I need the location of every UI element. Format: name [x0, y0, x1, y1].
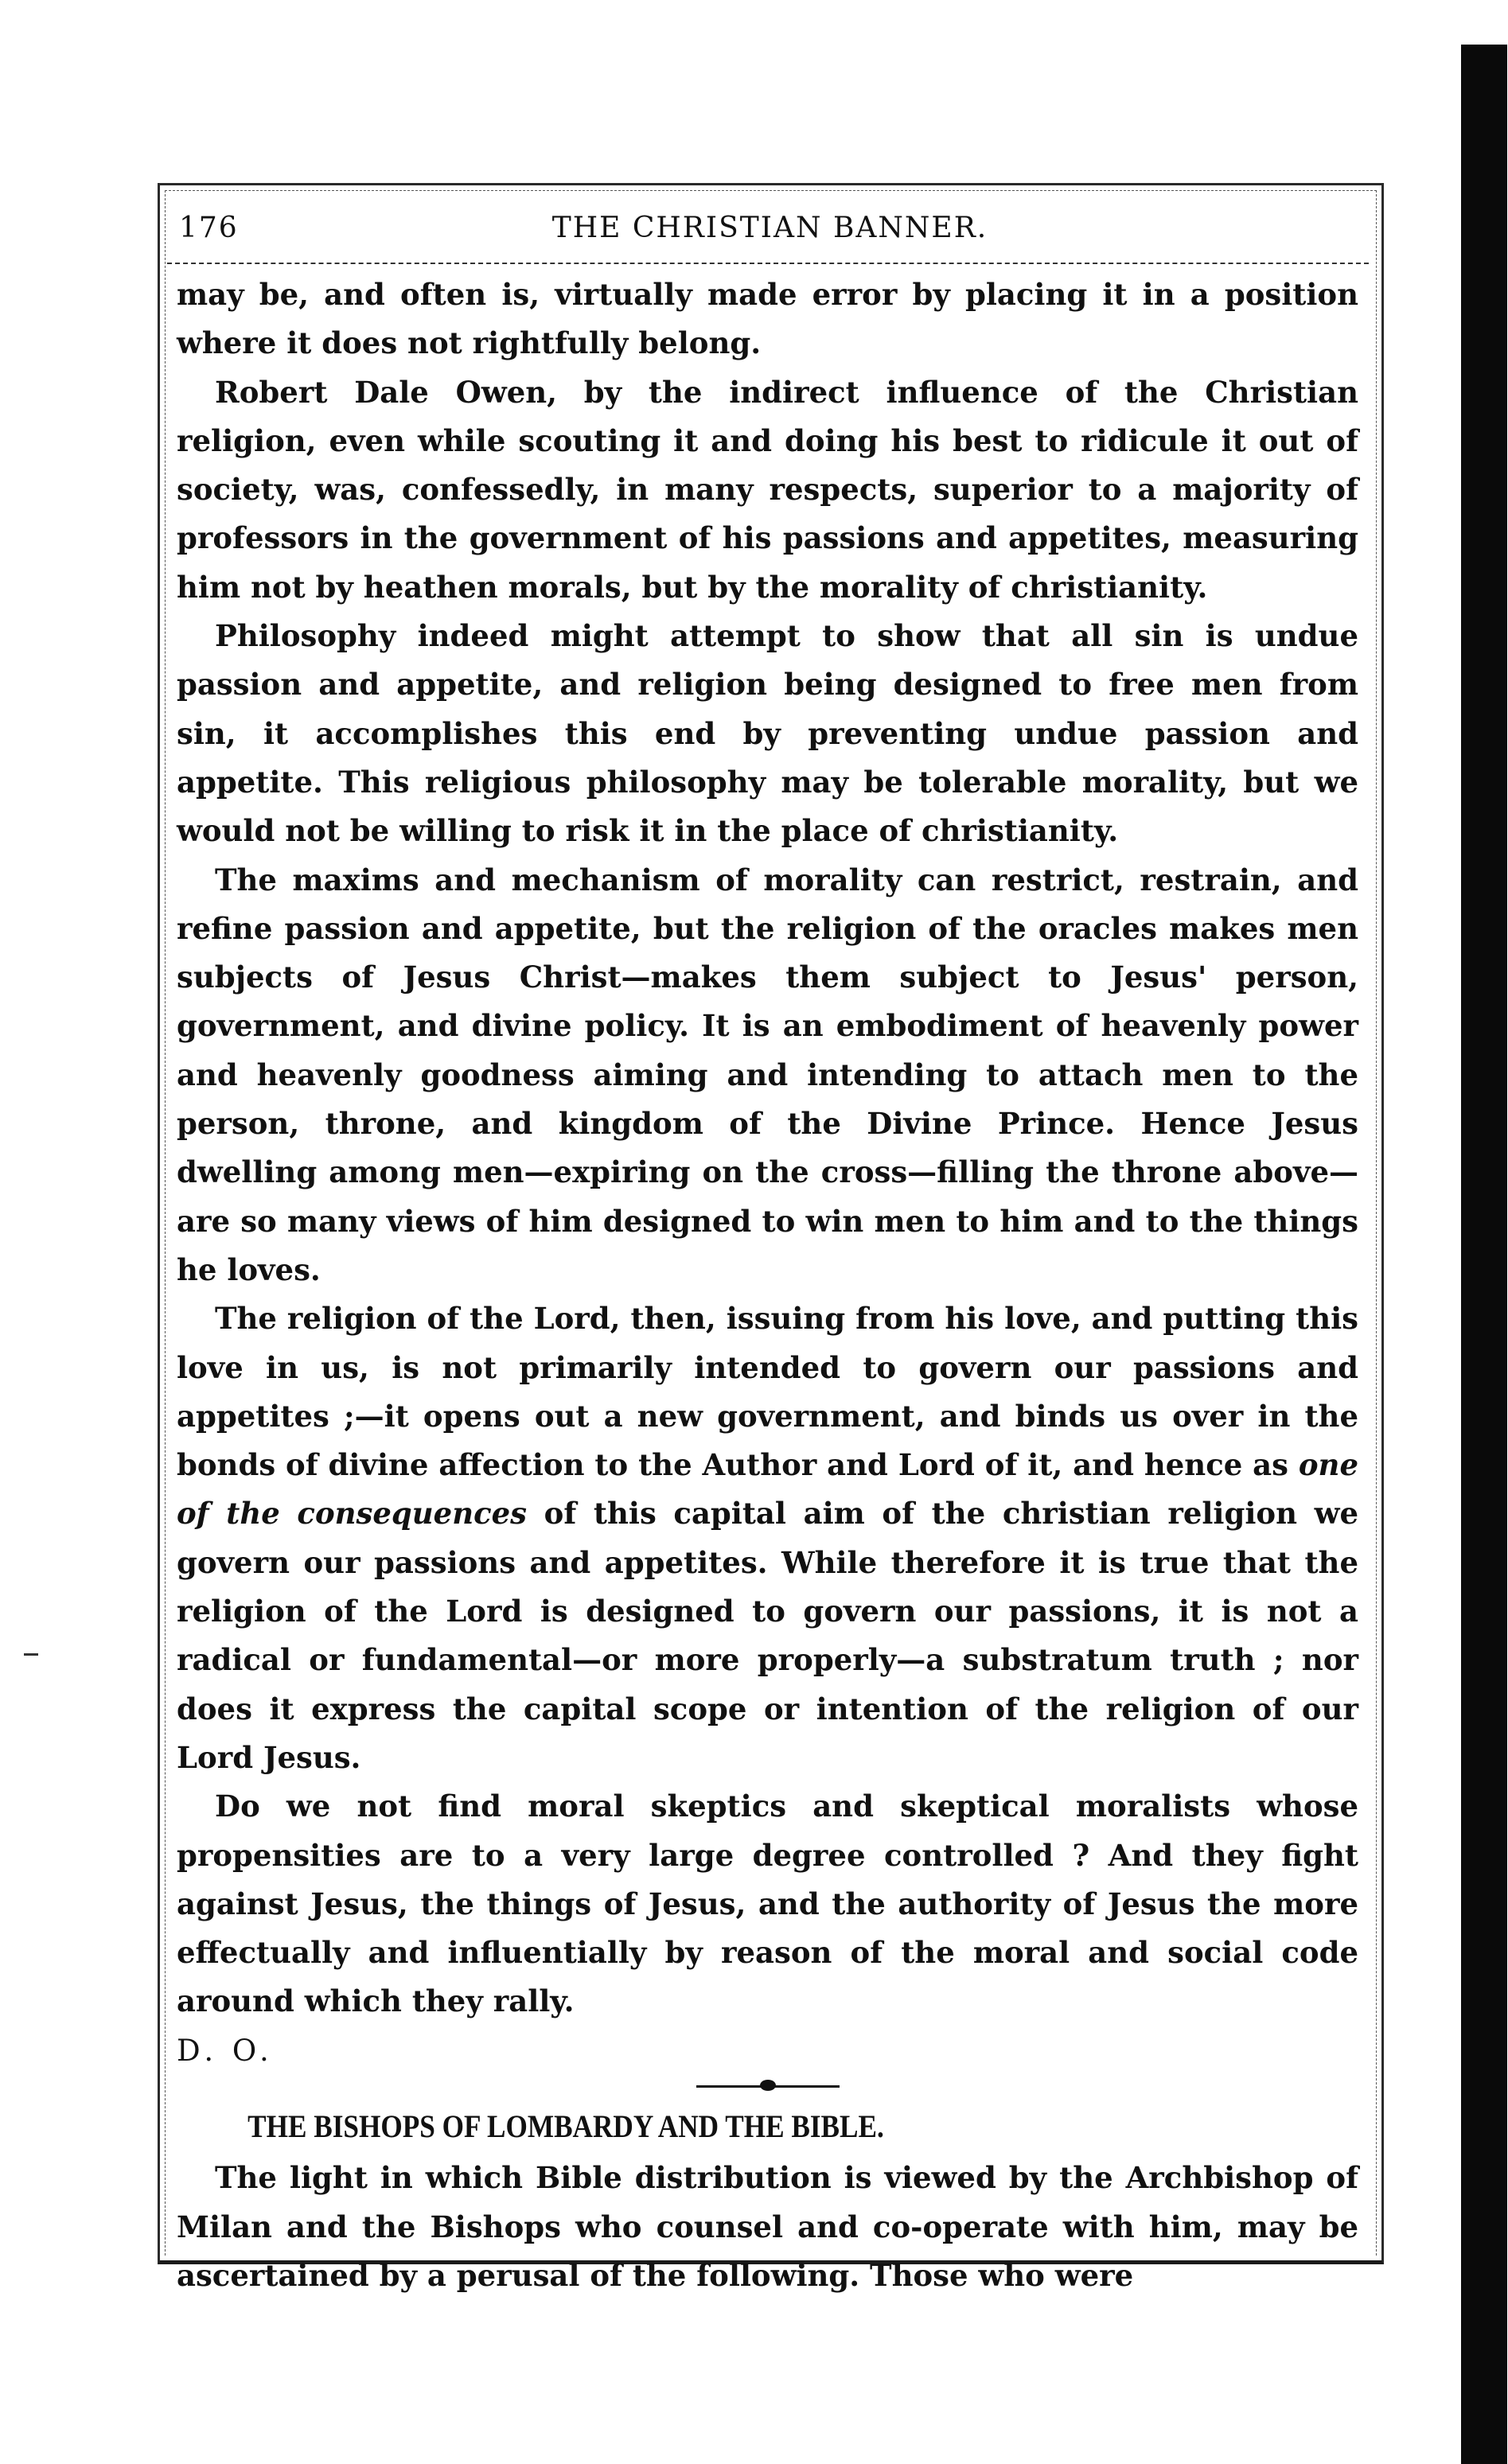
running-head — [171, 208, 1369, 248]
paragraph-owen: Robert Dale Owen, by the indirect influence of the Christian religion, even while scouting it and doing his best to ridicule it out of society, was, confessedly, in many respects, superior to a majority of professors in the government of his passions and appetites, measuring him not by heathen morals, but by the morality of christianity. — [177, 374, 1358, 605]
journal-title: THE CHRISTIAN BANNER. — [551, 212, 988, 244]
header-rule — [167, 263, 1369, 264]
paragraph-religion-text-b: of this capital aim of the christian religion we govern our passions and appetites. While therefore it is true that the religion of the Lord is designed to govern our passions, it is not a radical or fundamental—or more properly—a substratum truth ; nor does it express the capital scope or intention of the religion of our Lord Jesus. — [177, 1496, 1359, 1775]
paragraph-religion-of-lord — [177, 1294, 1358, 1782]
margin-mark — [24, 1653, 38, 1656]
scan-edge-bar — [1461, 45, 1507, 2464]
article-body — [177, 271, 1358, 2300]
paragraph-philosophy: Philosophy indeed might attempt to show that all sin is undue passion and appetite, and religion being designed to free men from sin, it accomplishes this end by preventing undue passion and appetite. This religious philosophy may be tolerable morality, but we would not be willing to risk it in the place of christianity. — [177, 618, 1358, 849]
paragraph-skeptics: Do we not find moral skeptics and skeptical moralists whose propensities are to a very large degree controlled ? And they fight against Jesus, the things of Jesus, and the authority of Jesus the more effectually and influentially by reason of the moral and social code around which they rally. — [177, 1789, 1358, 2019]
page-number: 176 — [179, 212, 239, 244]
paragraph-maxims: The maxims and mechanism of morality can restrict, restrain, and refine passion and appetite, but the religion of the oracles makes men subjects of Jesus Christ—makes them subject to Jesus' person, government, and divine policy. It is an embodiment of heavenly power and heavenly goodness aiming and intending to attach men to the person, throne, and kingdom of the Divine Prince. Hence Jesus dwelling among men—expiring on the cross—filling the throne above—are so many views of him designed to win men to him and to the things he loves. — [177, 862, 1358, 1287]
paragraph-bishops: The light in which Bible distribution is viewed by the Archbishop of Milan and the Bishops who counsel and co-operate with him, may be ascertained by a perusal of the following. Those who were — [177, 2160, 1358, 2293]
paragraph-continued: may be, and often is, virtually made error by placing it in a position where it does not rightfully belong. — [177, 277, 1358, 361]
section-title: THE BISHOPS OF LOMBARDY AND THE BIBLE. — [247, 2108, 884, 2144]
divider-ornament — [760, 2080, 776, 2091]
author-signature: D. O. — [177, 2033, 274, 2068]
section-divider — [696, 2075, 840, 2097]
paragraph-religion-text-a: The religion of the Lord, then, issuing from his love, and putting this love in us, is not primarily intended to govern our passions and appetites ;—it opens out a new government, and binds us over in the bonds of divine affection to the Author and Lord of it, and hence as — [177, 1301, 1358, 1483]
emphasis-consequences: one of the consequences — [177, 1447, 1358, 1532]
